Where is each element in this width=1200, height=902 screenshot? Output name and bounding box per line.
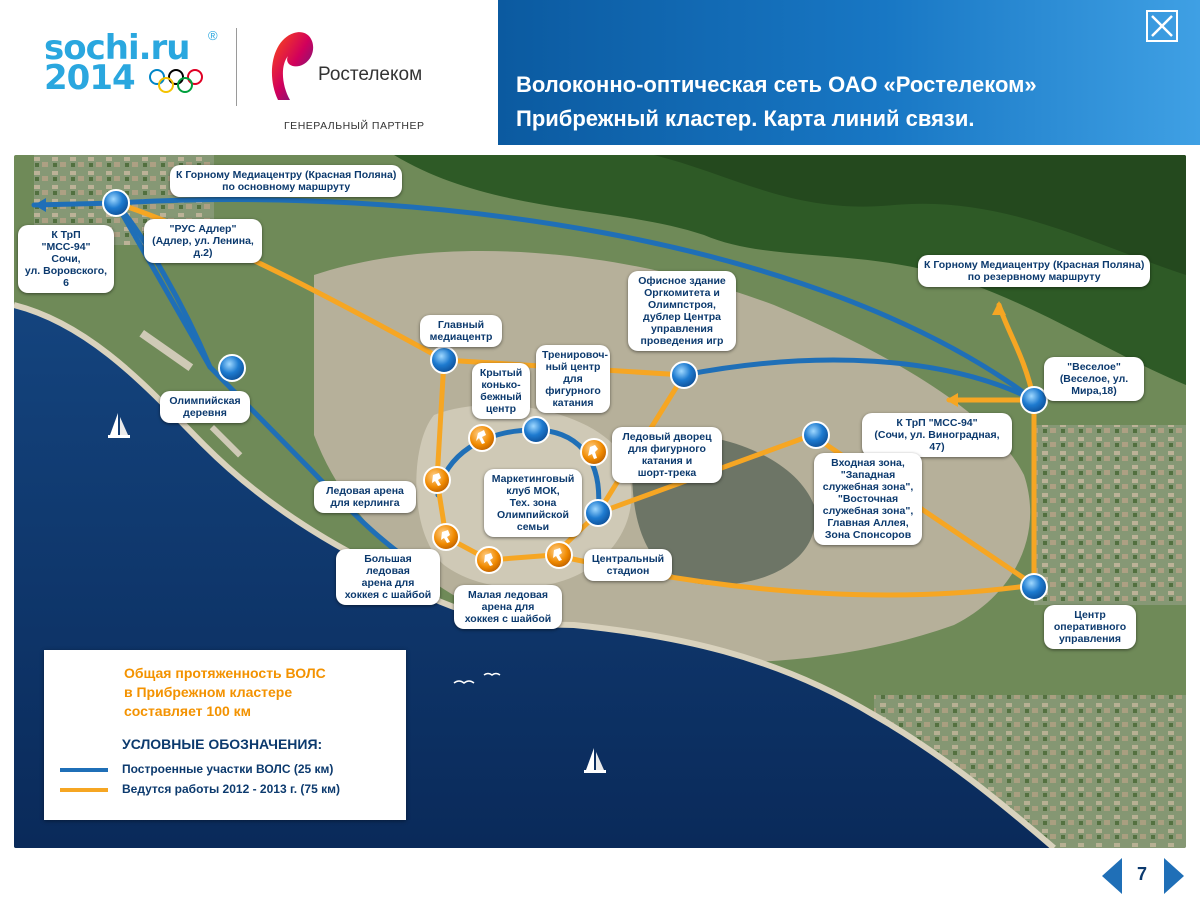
- callout-small-ice-arena: Малая ледовая арена для хоккея с шайбой: [454, 585, 562, 629]
- callout-rus-adler: "РУС Адлер" (Адлер, ул. Ленина, д.2): [144, 219, 262, 263]
- callout-ioc-club: Маркетинговый клуб МОК, Тех. зона Олимпийской семьи: [484, 469, 582, 537]
- callout-office-building: Офисное здание Оргкомитета и Олимпстроя, дублер Центра управления проведения игр: [628, 271, 736, 351]
- page-number: 7: [1136, 864, 1147, 884]
- legend-built: Построенные участки ВОЛС (25 км): [122, 762, 334, 776]
- node-ioc-club: [585, 500, 611, 526]
- callout-curling-arena: Ледовая арена для керлинга: [314, 481, 416, 513]
- partner-label: ГЕНЕРАЛЬНЫЙ ПАРТНЕР: [284, 120, 425, 132]
- close-button[interactable]: [1146, 10, 1178, 42]
- callout-to-mountain-main: К Горному Медиацентру (Красная Поляна) по основному маршруту: [170, 165, 402, 197]
- callout-trp-vinogradnaya: К ТрП "МСС-94" (Сочи, ул. Виноградная, 47): [862, 413, 1012, 457]
- legend-in-progress: Ведутся работы 2012 - 2013 г. (75 км): [122, 782, 340, 796]
- sochi-logo-year: 2014: [44, 58, 135, 98]
- callout-main-media-center: Главный медиацентр: [420, 315, 502, 347]
- callout-ice-palace: Ледовый дворец для фигурного катания и шорт-трека: [612, 427, 722, 483]
- page-subtitle: Прибрежный кластер. Карта линий связи.: [516, 106, 975, 131]
- olympic-rings-icon: [148, 68, 206, 94]
- legend-swatch-built: [60, 768, 108, 772]
- chevron-left-icon: [1102, 858, 1122, 894]
- node-operations-center: [1021, 574, 1047, 600]
- rostelecom-name: Ростелеком: [318, 64, 423, 85]
- rostelecom-logo-icon: [270, 30, 316, 102]
- legend-total-line-3: составляет 100 км: [124, 703, 252, 719]
- legend-total: [124, 664, 326, 721]
- callout-central-stadium: Центральный стадион: [584, 549, 672, 581]
- callout-operations-center: Центр оперативного управления: [1044, 605, 1136, 649]
- callout-trp-vorovskogo: К ТрП "МСС-94" Сочи, ул. Воровского, 6: [18, 225, 114, 293]
- close-icon: [1148, 12, 1176, 40]
- logo-divider: [236, 28, 237, 106]
- node-entry-zone: [803, 422, 829, 448]
- legend: [44, 650, 406, 820]
- chevron-right-icon: [1164, 858, 1184, 894]
- registered-mark: ®: [208, 28, 218, 43]
- callout-to-mountain-reserve: К Горному Медиацентру (Красная Поляна) по резервному маршруту: [918, 255, 1150, 287]
- legend-total-line-2: в Прибрежном кластере: [124, 684, 293, 700]
- title-banner: [498, 0, 1200, 145]
- callout-olympic-village: Олимпийская деревня: [160, 391, 250, 423]
- next-page-button[interactable]: [1162, 856, 1186, 896]
- node-main-media-center: [431, 347, 457, 373]
- logo-area: [0, 0, 495, 150]
- sochi-logo-text: sochi.ru: [44, 28, 190, 68]
- node-covered-skating: [523, 417, 549, 443]
- callout-entry-zone: Входная зона, "Западная служебная зона", "Восточная служебная зона", Главная Аллея, Зона Спонсоров: [814, 453, 922, 545]
- page-title: Волоконно-оптическая сеть ОАО «Ростелеком»: [516, 72, 1037, 97]
- legend-heading: УСЛОВНЫЕ ОБОЗНАЧЕНИЯ:: [122, 736, 323, 752]
- prev-page-button[interactable]: [1100, 856, 1124, 896]
- callout-covered-skating: Крытый конько- бежный центр: [472, 363, 530, 419]
- node-adler-junction: [103, 190, 129, 216]
- callout-big-ice-arena: Большая ледовая арена для хоккея с шайбой: [336, 549, 440, 605]
- callout-veseloe: "Веселое" (Веселое, ул. Мира,18): [1044, 357, 1144, 401]
- legend-swatch-in-progress: [60, 788, 108, 792]
- callout-training-center: Тренировоч- ный центр для фигурного катания: [536, 345, 610, 413]
- node-office-building: [671, 362, 697, 388]
- node-olympic-village: [219, 355, 245, 381]
- legend-total-line-1: Общая протяженность ВОЛС: [124, 665, 326, 681]
- residential-east: [1034, 425, 1186, 605]
